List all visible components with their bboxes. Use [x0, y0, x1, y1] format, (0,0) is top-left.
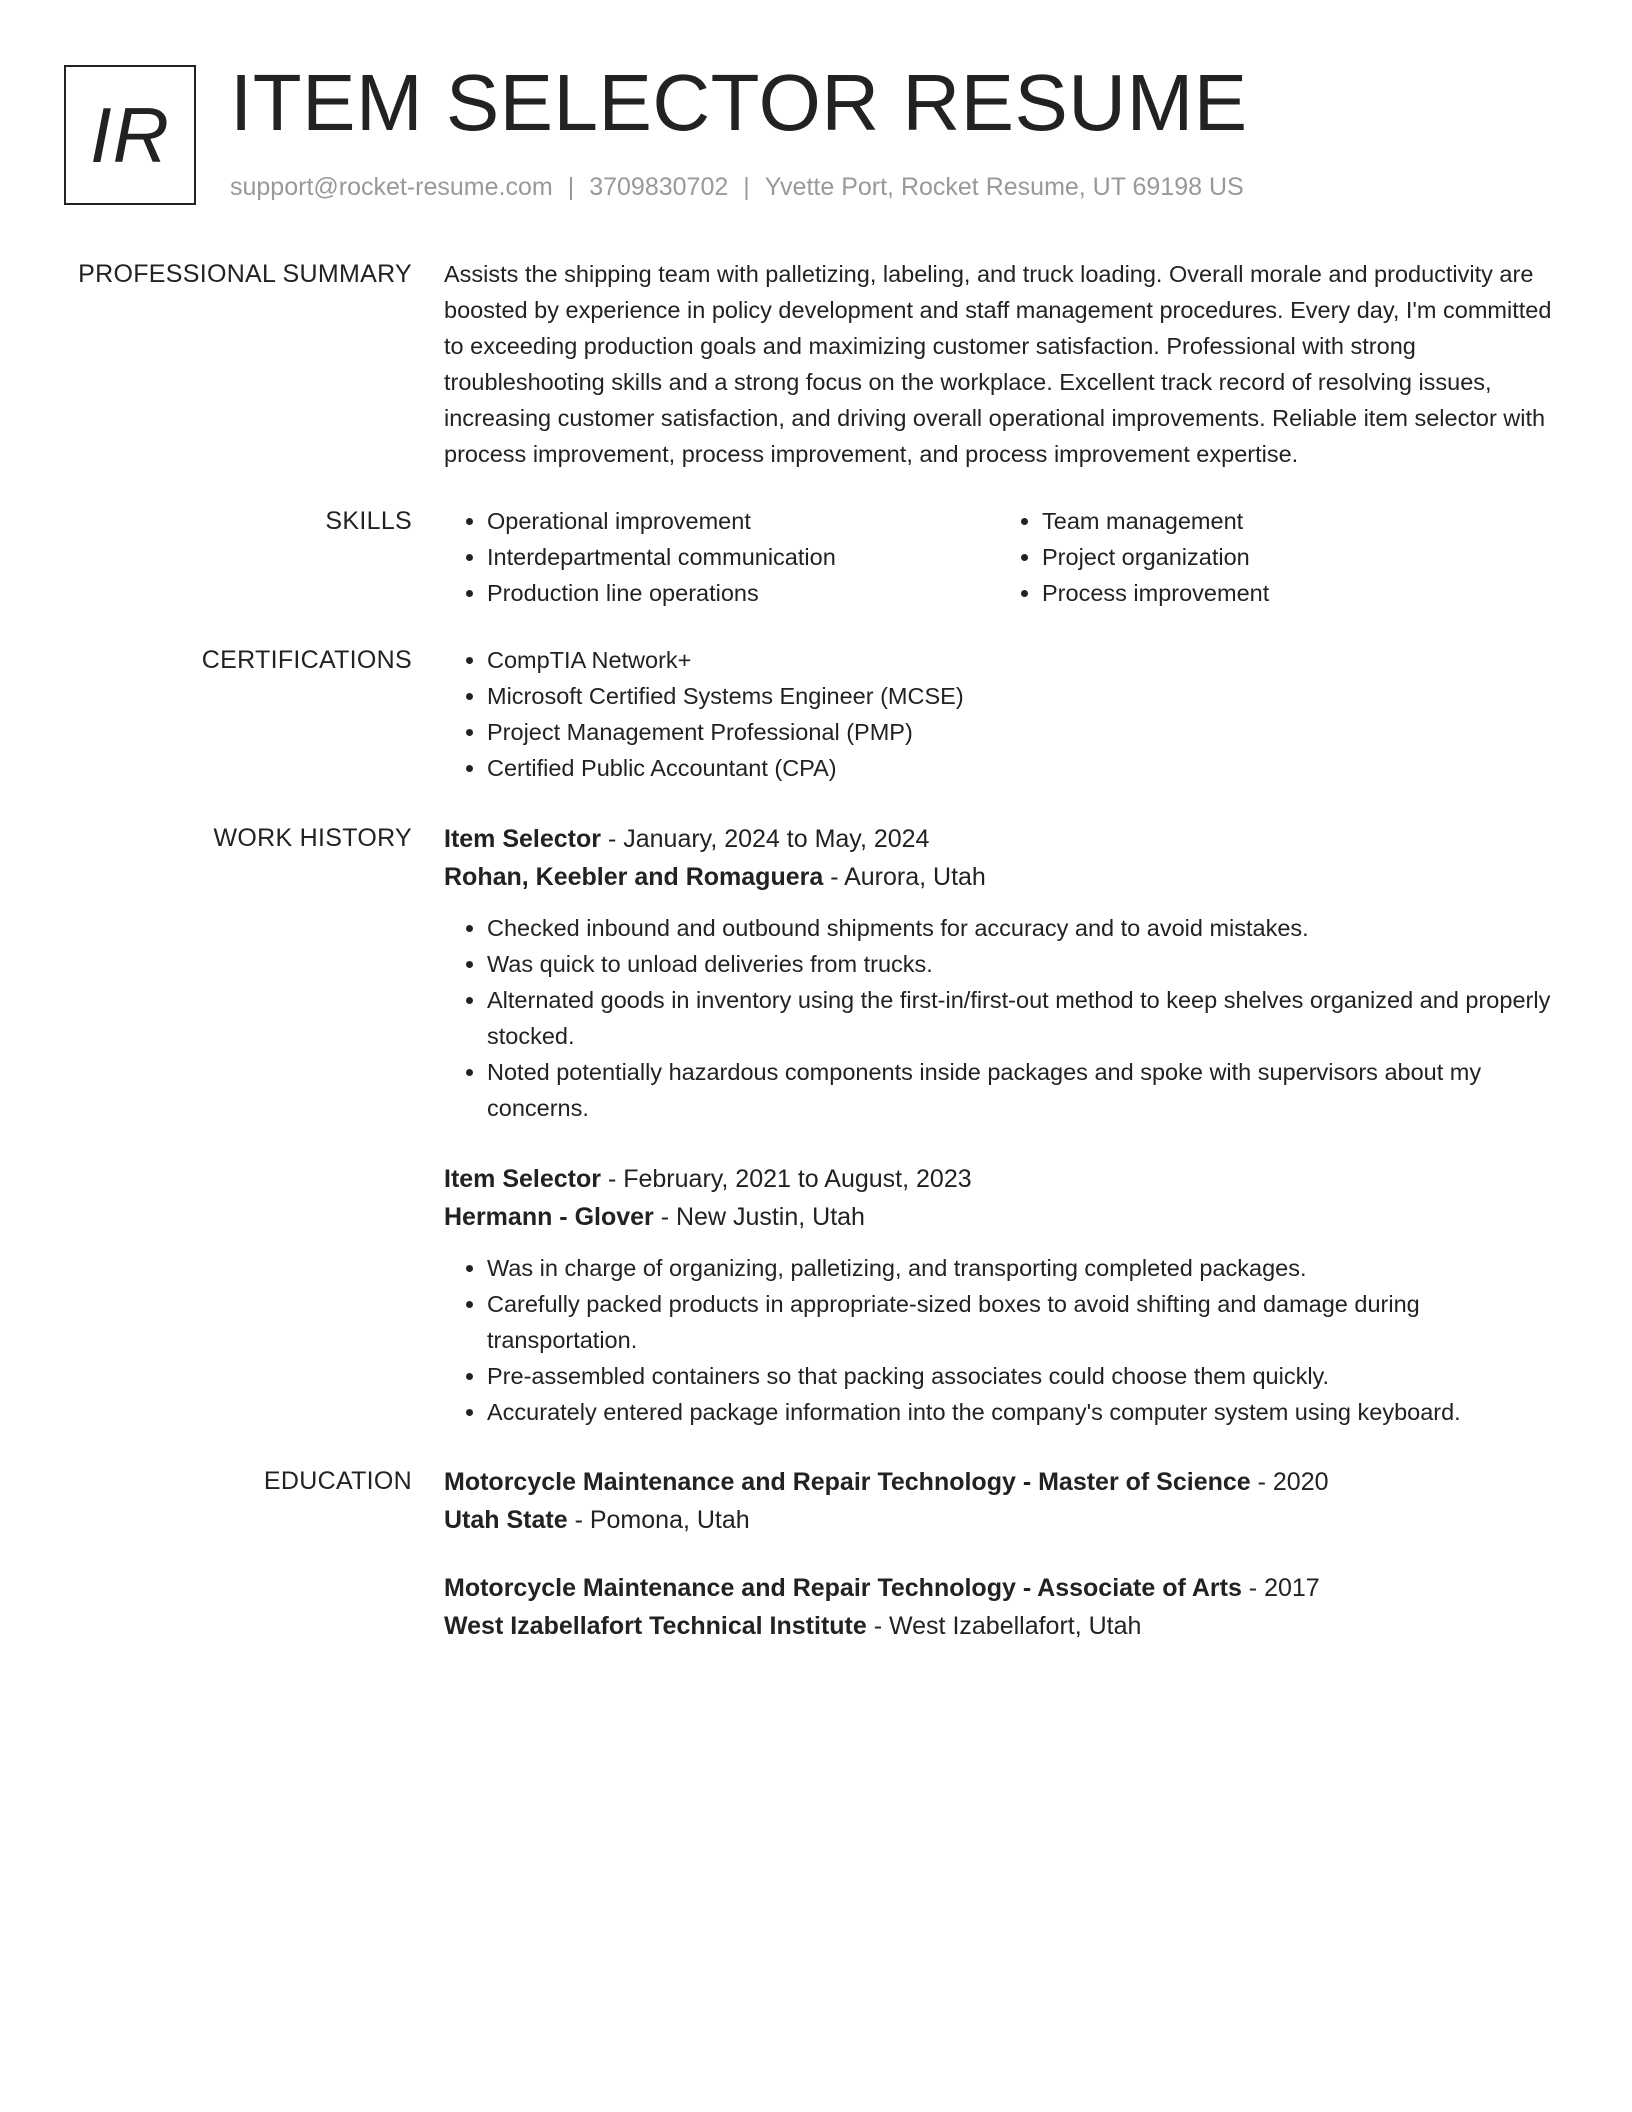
skill-item: • Process improvement — [1042, 575, 1554, 611]
education-degree: Motorcycle Maintenance and Repair Technology - Associate of Arts — [444, 1574, 1242, 1602]
education-entry — [444, 1463, 1554, 1539]
skills-list-left — [444, 503, 999, 611]
job-title-line — [444, 1160, 1554, 1198]
certification-item: • Certified Public Accountant (CPA) — [487, 750, 1554, 786]
job-company: Hermann - Glover — [444, 1203, 654, 1231]
certification-item: • Project Management Professional (PMP) — [487, 714, 1554, 750]
contact-separator: | — [567, 173, 575, 201]
resume-title: ITEM SELECTOR RESUME — [230, 58, 1248, 147]
summary-content — [444, 256, 1554, 472]
section-label-summary: PROFESSIONAL SUMMARY — [78, 260, 412, 288]
education-content — [444, 1463, 1554, 1645]
job-bullet: • Was in charge of organizing, palletizing, and transporting completed packages. — [487, 1250, 1554, 1286]
job-location: - Aurora, Utah — [823, 863, 986, 891]
contact-phone: 3709830702 — [589, 173, 729, 201]
section-label-education: EDUCATION — [263, 1467, 412, 1495]
education-degree-line — [444, 1463, 1554, 1501]
job-bullets — [444, 910, 1554, 1126]
job-entry — [444, 1160, 1554, 1430]
job-bullet: • Pre-assembled containers so that packing associates could choose them quickly. — [487, 1358, 1554, 1394]
job-company-line — [444, 858, 1554, 896]
contact-separator: | — [743, 173, 750, 201]
education-school: West Izabellafort Technical Institute — [444, 1612, 867, 1640]
certification-item: • Microsoft Certified Systems Engineer (MCSE) — [487, 678, 1554, 714]
monogram-logo: IR — [64, 65, 196, 205]
education-year: - 2020 — [1250, 1468, 1329, 1496]
certifications-list — [444, 642, 1554, 786]
work-content — [444, 820, 1554, 1430]
education-degree-line — [444, 1569, 1554, 1607]
job-company: Rohan, Keebler and Romaguera — [444, 863, 824, 891]
job-bullet: • Carefully packed products in appropriate-sized boxes to avoid shifting and damage during transportation. — [487, 1286, 1554, 1358]
job-bullet: • Alternated goods in inventory using the first-in/first-out method to keep shelves organized and properly stocked. — [487, 982, 1554, 1054]
contact-address: Yvette Port, Rocket Resume, UT 69198 US — [764, 173, 1244, 201]
education-school-line — [444, 1607, 1554, 1645]
job-bullet: • Was quick to unload deliveries from trucks. — [487, 946, 1554, 982]
job-dates: - February, 2021 to August, 2023 — [601, 1165, 972, 1193]
education-entry — [444, 1569, 1554, 1645]
section-label-skills: SKILLS — [325, 507, 412, 535]
contact-email: support@rocket-resume.com — [230, 173, 553, 201]
job-bullet: • Checked inbound and outbound shipments for accuracy and to avoid mistakes. — [487, 910, 1554, 946]
job-bullet: • Accurately entered package information into the company's computer system using keyboard. — [487, 1394, 1554, 1430]
skill-item: • Team management — [1042, 503, 1554, 539]
section-label-work: WORK HISTORY — [213, 824, 412, 852]
certifications-content — [444, 642, 1554, 786]
skill-item: • Interdepartmental communication — [487, 539, 999, 575]
job-company-line — [444, 1198, 1554, 1236]
education-degree: Motorcycle Maintenance and Repair Technology - Master of Science — [444, 1468, 1251, 1496]
job-bullet: • Noted potentially hazardous components inside packages and spoke with supervisors about my concerns. — [487, 1054, 1554, 1126]
skills-list-right — [999, 503, 1554, 611]
education-location: - Pomona, Utah — [567, 1506, 750, 1534]
job-bullets — [444, 1250, 1554, 1430]
job-title: Item Selector — [444, 825, 602, 853]
summary-text: Assists the shipping team with palletizing, labeling, and truck loading. Overall morale and productivity are boosted by experience in policy development and staff management procedures. Every day, I'm committed to exceeding production goals and maximizing customer satisfaction. Professional with strong troubleshooting skills and a strong focus on the workplace. Excellent track record of resolving issues, increasing customer satisfaction, and driving overall operational improvements. Reliable item selector with process improvement, process improvement, and process improvement expertise. — [444, 261, 1552, 467]
skill-item: • Operational improvement — [487, 503, 999, 539]
education-year: - 2017 — [1241, 1574, 1320, 1602]
job-dates: - January, 2024 to May, 2024 — [601, 825, 930, 853]
education-school-line — [444, 1501, 1554, 1539]
skills-grid — [444, 503, 1554, 611]
skill-item: • Project organization — [1042, 539, 1554, 575]
job-title-line — [444, 820, 1554, 858]
job-location: - New Justin, Utah — [653, 1203, 865, 1231]
certification-item: • CompTIA Network+ — [487, 642, 1554, 678]
resume-header — [64, 58, 1584, 210]
job-entry — [444, 820, 1554, 1126]
contact-line — [230, 173, 1244, 202]
skill-item: • Production line operations — [487, 575, 999, 611]
education-location: - West Izabellafort, Utah — [866, 1612, 1142, 1640]
education-school: Utah State — [444, 1506, 568, 1534]
job-title: Item Selector — [444, 1165, 602, 1193]
section-label-certifications: CERTIFICATIONS — [201, 646, 412, 674]
